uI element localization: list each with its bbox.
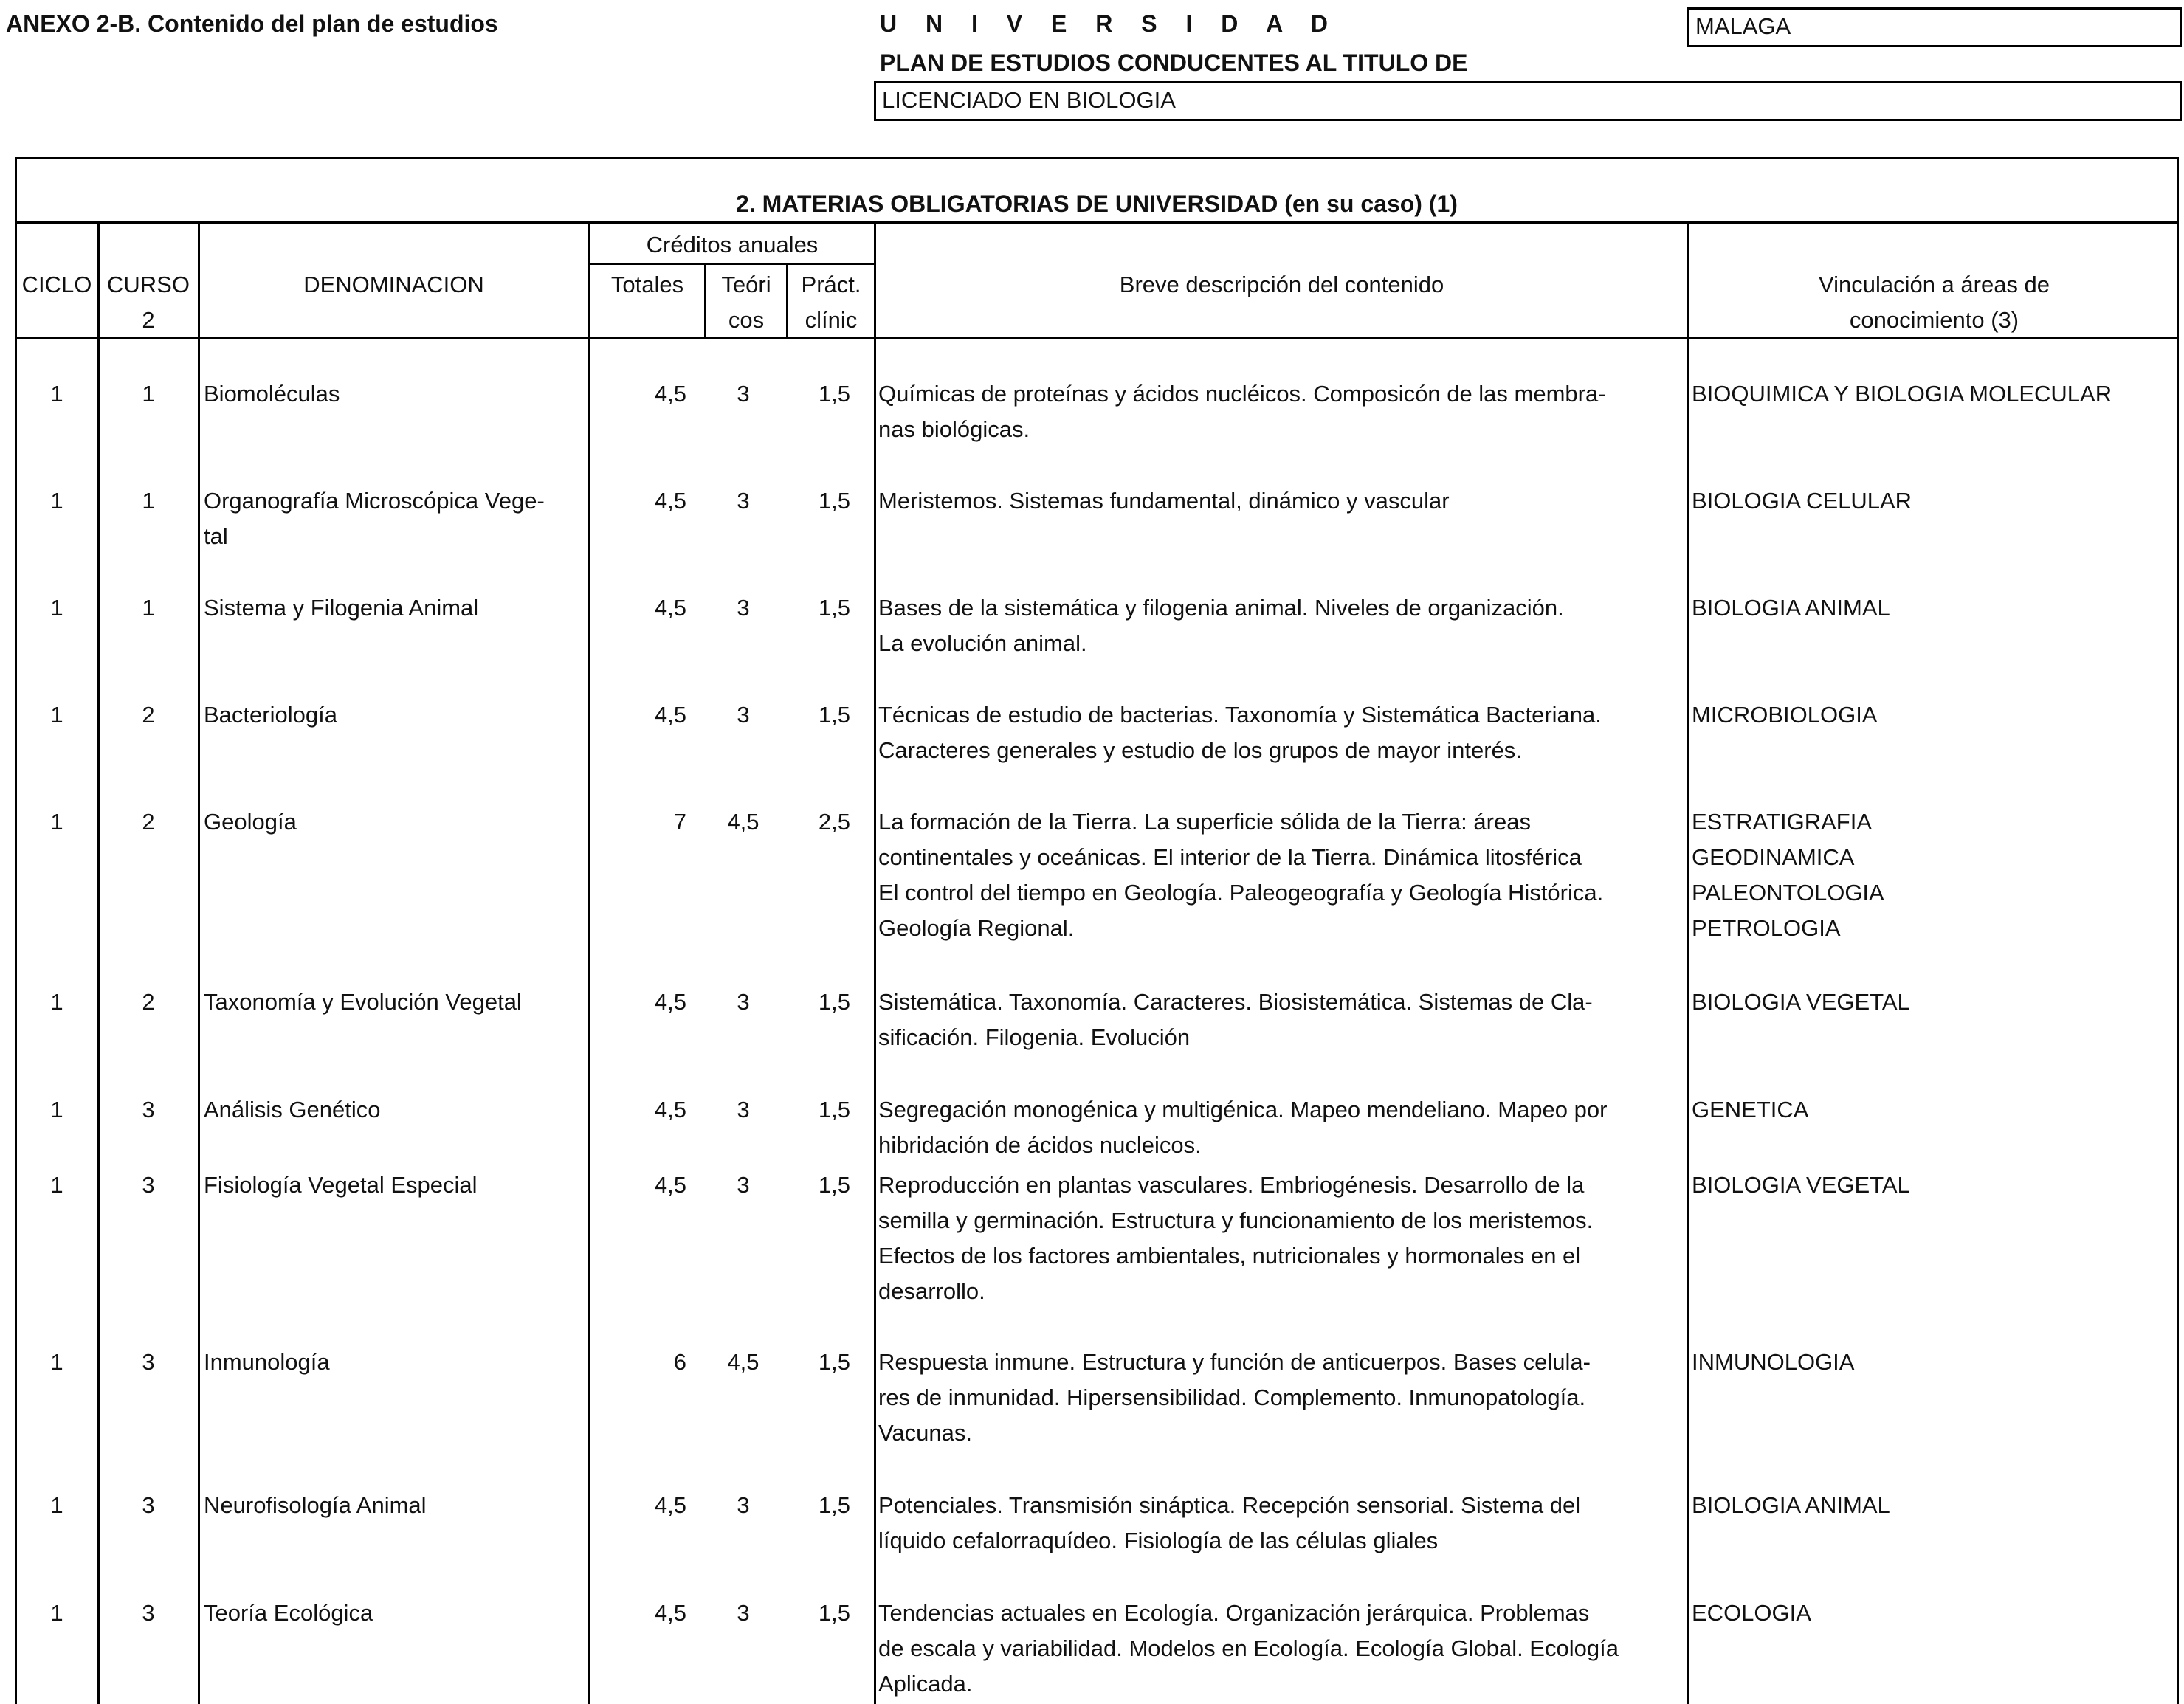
cell-line: Geología Regional. — [878, 915, 1075, 941]
cell-ciclo: 1 — [50, 1600, 63, 1626]
cell-practicos: 1,5 — [818, 989, 850, 1015]
cell-totales: 4,5 — [654, 1492, 686, 1518]
cell-curso: 3 — [142, 1097, 155, 1122]
cell-areas — [1692, 1092, 2179, 1128]
annex-title: ANEXO 2-B. Contenido del plan de estudios — [6, 10, 498, 37]
cell-teoricos: 4,5 — [727, 809, 759, 835]
cell-denominacion — [204, 1488, 588, 1523]
cell-totales: 4,5 — [654, 702, 686, 728]
cell-totales: 4,5 — [654, 989, 686, 1015]
cell-totales: 6 — [673, 1349, 686, 1375]
cell-denominacion — [204, 1345, 588, 1380]
cell-line: Fisiología Vegetal Especial — [204, 1172, 478, 1198]
cell-line: GENETICA — [1692, 1097, 1809, 1122]
cell-practicos: 1,5 — [818, 1492, 850, 1518]
cell-line: ESTRATIGRAFIA — [1692, 809, 1873, 835]
col-separator — [704, 263, 706, 337]
cell-teoricos: 3 — [737, 1492, 750, 1518]
cell-descripcion — [878, 483, 1686, 519]
cell-line: Análisis Genético — [204, 1097, 381, 1122]
cell-areas — [1692, 697, 2179, 733]
cell-descripcion — [878, 1345, 1686, 1451]
cell-line: Bases de la sistemática y filogenia animal. Niveles de organización. — [878, 595, 1564, 621]
cell-curso: 3 — [142, 1600, 155, 1626]
cell-curso: 2 — [142, 702, 155, 728]
cell-descripcion — [878, 984, 1686, 1055]
cell-line: BIOLOGIA ANIMAL — [1692, 1492, 1890, 1518]
cell-teoricos: 3 — [737, 702, 750, 728]
cell-line: Efectos de los factores ambientales, nutricionales y hormonales en el — [878, 1243, 1581, 1269]
cell-areas — [1692, 804, 2179, 946]
cell-line: Vacunas. — [878, 1420, 972, 1446]
col-creditos-header: Créditos anuales — [646, 232, 819, 258]
cell-totales: 4,5 — [654, 595, 686, 621]
cell-line: res de inmunidad. Hipersensibilidad. Complemento. Inmunopatología. — [878, 1384, 1586, 1410]
col-practicos-header: Práct. — [801, 272, 861, 297]
cell-teoricos: 3 — [737, 1172, 750, 1198]
cell-line: Caracteres generales y estudio de los grupos de mayor interés. — [878, 737, 1522, 763]
col-vinculacion-header-2: conocimiento (3) — [1849, 307, 2019, 333]
plan-label: PLAN DE ESTUDIOS CONDUCENTES AL TITULO DE — [880, 49, 1468, 76]
col-denominacion-header: DENOMINACION — [303, 272, 484, 297]
cell-denominacion — [204, 1167, 588, 1203]
cell-totales: 4,5 — [654, 488, 686, 514]
cell-denominacion — [204, 1596, 588, 1631]
cell-ciclo: 1 — [50, 595, 63, 621]
cell-curso: 2 — [142, 809, 155, 835]
cell-curso: 1 — [142, 488, 155, 514]
cell-line: Inmunología — [204, 1349, 330, 1375]
col-totales-header: Totales — [610, 272, 684, 297]
col-descripcion-header: Breve descripción del contenido — [1119, 272, 1444, 297]
cell-teoricos: 3 — [737, 595, 750, 621]
cell-areas — [1692, 1167, 2179, 1203]
cell-ciclo: 1 — [50, 1097, 63, 1122]
cell-curso: 3 — [142, 1492, 155, 1518]
cell-teoricos: 3 — [737, 1600, 750, 1626]
cell-line: BIOLOGIA ANIMAL — [1692, 595, 1890, 621]
cell-practicos: 1,5 — [818, 595, 850, 621]
cell-descripcion — [878, 1092, 1686, 1163]
cell-line: La formación de la Tierra. La superficie sólida de la Tierra: áreas — [878, 809, 1531, 835]
cell-curso: 1 — [142, 595, 155, 621]
cell-line: Neurofisología Animal — [204, 1492, 427, 1518]
cell-line: BIOQUIMICA Y BIOLOGIA MOLECULAR — [1692, 381, 2112, 407]
cell-line: desarrollo. — [878, 1278, 985, 1304]
cell-line: Sistema y Filogenia Animal — [204, 595, 479, 621]
cell-line: El control del tiempo en Geología. Paleogeografía y Geología Histórica. — [878, 880, 1604, 906]
cell-curso: 1 — [142, 381, 155, 407]
cell-practicos: 1,5 — [818, 1600, 850, 1626]
cell-practicos: 1,5 — [818, 1097, 850, 1122]
col-curso-header: CURSO — [107, 272, 190, 297]
col-separator — [786, 263, 788, 337]
degree-title: LICENCIADO EN BIOLOGIA — [882, 87, 1176, 113]
cell-line: Tendencias actuales en Ecología. Organización jerárquica. Problemas — [878, 1600, 1590, 1626]
cell-ciclo: 1 — [50, 1349, 63, 1375]
cell-practicos: 2,5 — [818, 809, 850, 835]
cell-ciclo: 1 — [50, 1492, 63, 1518]
col-separator — [198, 221, 200, 1704]
cell-line: Respuesta inmune. Estructura y función de anticuerpos. Bases celula- — [878, 1349, 1591, 1375]
cell-line: nas biológicas. — [878, 416, 1030, 442]
cell-teoricos: 3 — [737, 488, 750, 514]
cell-line: tal — [204, 523, 228, 549]
cell-line: BIOLOGIA CELULAR — [1692, 488, 1912, 514]
col-curso-note: 2 — [142, 307, 155, 333]
cell-descripcion — [878, 1596, 1686, 1702]
cell-line: BIOLOGIA VEGETAL — [1692, 989, 1910, 1015]
cell-line: ECOLOGIA — [1692, 1600, 1811, 1626]
cell-totales: 4,5 — [654, 1097, 686, 1122]
col-teoricos-header: Teóri — [721, 272, 771, 297]
cell-totales: 4,5 — [654, 1172, 686, 1198]
cell-areas — [1692, 1596, 2179, 1631]
cell-line: Organografía Microscópica Vege- — [204, 488, 545, 514]
cell-teoricos: 3 — [737, 989, 750, 1015]
cell-denominacion — [204, 376, 588, 412]
cell-teoricos: 3 — [737, 1097, 750, 1122]
cell-curso: 3 — [142, 1172, 155, 1198]
cell-practicos: 1,5 — [818, 1172, 850, 1198]
col-practicos-header-2: clínic — [805, 307, 858, 333]
cell-denominacion — [204, 483, 588, 554]
divider — [15, 221, 2179, 224]
cell-teoricos: 3 — [737, 381, 750, 407]
col-ciclo-header: CICLO — [21, 272, 92, 297]
cell-line: semilla y germinación. Estructura y funcionamiento de los meristemos. — [878, 1207, 1594, 1233]
cell-ciclo: 1 — [50, 1172, 63, 1198]
cell-line: Químicas de proteínas y ácidos nucléicos. Composicón de las membra- — [878, 381, 1606, 407]
cell-descripcion — [878, 1488, 1686, 1559]
cell-areas — [1692, 1345, 2179, 1380]
cell-line: sificación. Filogenia. Evolución — [878, 1024, 1191, 1050]
cell-line: La evolución animal. — [878, 630, 1087, 656]
col-separator — [874, 221, 876, 1704]
cell-line: Técnicas de estudio de bacterias. Taxonomía y Sistemática Bacteriana. — [878, 702, 1602, 728]
col-teoricos-header-2: cos — [728, 307, 765, 333]
university-name: MALAGA — [1695, 13, 1791, 39]
cell-line: Geología — [204, 809, 297, 835]
cell-descripcion — [878, 590, 1686, 661]
cell-practicos: 1,5 — [818, 702, 850, 728]
university-name-box — [1687, 7, 2182, 47]
cell-line: Biomoléculas — [204, 381, 340, 407]
cell-areas — [1692, 984, 2179, 1020]
cell-ciclo: 1 — [50, 381, 63, 407]
cell-ciclo: 1 — [50, 702, 63, 728]
cell-descripcion — [878, 1167, 1686, 1309]
cell-denominacion — [204, 1092, 588, 1128]
cell-totales: 4,5 — [654, 381, 686, 407]
cell-practicos: 1,5 — [818, 381, 850, 407]
cell-descripcion — [878, 697, 1686, 768]
cell-line: GEODINAMICA — [1692, 844, 1855, 870]
cell-line: Reproducción en plantas vasculares. Embriogénesis. Desarrollo de la — [878, 1172, 1585, 1198]
col-separator — [588, 221, 590, 1704]
col-vinculacion-header: Vinculación a áreas de — [1818, 272, 2050, 297]
cell-line: Sistemática. Taxonomía. Caracteres. Biosistemática. Sistemas de Cla- — [878, 989, 1593, 1015]
cell-denominacion — [204, 590, 588, 626]
cell-line: hibridación de ácidos nucleicos. — [878, 1132, 1202, 1158]
cell-totales: 7 — [673, 809, 686, 835]
cell-line: continentales y oceánicas. El interior de la Tierra. Dinámica litosférica — [878, 844, 1582, 870]
university-label: U N I V E R S I D A D — [880, 10, 1339, 37]
col-separator — [1687, 221, 1689, 1704]
cell-line: Teoría Ecológica — [204, 1600, 373, 1626]
section-title: 2. MATERIAS OBLIGATORIAS DE UNIVERSIDAD (en su caso) (1) — [736, 190, 1458, 217]
cell-descripcion — [878, 804, 1686, 946]
cell-line: líquido cefalorraquídeo. Fisiología de las células gliales — [878, 1528, 1439, 1553]
cell-denominacion — [204, 984, 588, 1020]
cell-practicos: 1,5 — [818, 1349, 850, 1375]
cell-line: MICROBIOLOGIA — [1692, 702, 1878, 728]
cell-line: PETROLOGIA — [1692, 915, 1841, 941]
cell-ciclo: 1 — [50, 488, 63, 514]
cell-areas — [1692, 1488, 2179, 1523]
cell-totales: 4,5 — [654, 1600, 686, 1626]
cell-line: Segregación monogénica y multigénica. Mapeo mendeliano. Mapeo por — [878, 1097, 1608, 1122]
cell-teoricos: 4,5 — [727, 1349, 759, 1375]
cell-areas — [1692, 483, 2179, 519]
cell-curso: 2 — [142, 989, 155, 1015]
cell-line: Bacteriología — [204, 702, 337, 728]
cell-line: Taxonomía y Evolución Vegetal — [204, 989, 522, 1015]
degree-title-box — [874, 81, 2182, 121]
cell-practicos: 1,5 — [818, 488, 850, 514]
cell-denominacion — [204, 804, 588, 840]
cell-line: Aplicada. — [878, 1671, 973, 1697]
cell-line: INMUNOLOGIA — [1692, 1349, 1855, 1375]
cell-denominacion — [204, 697, 588, 733]
cell-line: PALEONTOLOGIA — [1692, 880, 1884, 906]
divider — [588, 263, 874, 265]
cell-line: de escala y variabilidad. Modelos en Ecología. Ecología Global. Ecología — [878, 1635, 1619, 1661]
cell-line: Potenciales. Transmisión sináptica. Recepción sensorial. Sistema del — [878, 1492, 1581, 1518]
cell-areas — [1692, 376, 2179, 412]
cell-ciclo: 1 — [50, 809, 63, 835]
cell-line: BIOLOGIA VEGETAL — [1692, 1172, 1910, 1198]
cell-descripcion — [878, 376, 1686, 447]
cell-areas — [1692, 590, 2179, 626]
cell-ciclo: 1 — [50, 989, 63, 1015]
cell-line: Meristemos. Sistemas fundamental, dinámico y vascular — [878, 488, 1450, 514]
cell-curso: 3 — [142, 1349, 155, 1375]
col-separator — [97, 221, 100, 1704]
